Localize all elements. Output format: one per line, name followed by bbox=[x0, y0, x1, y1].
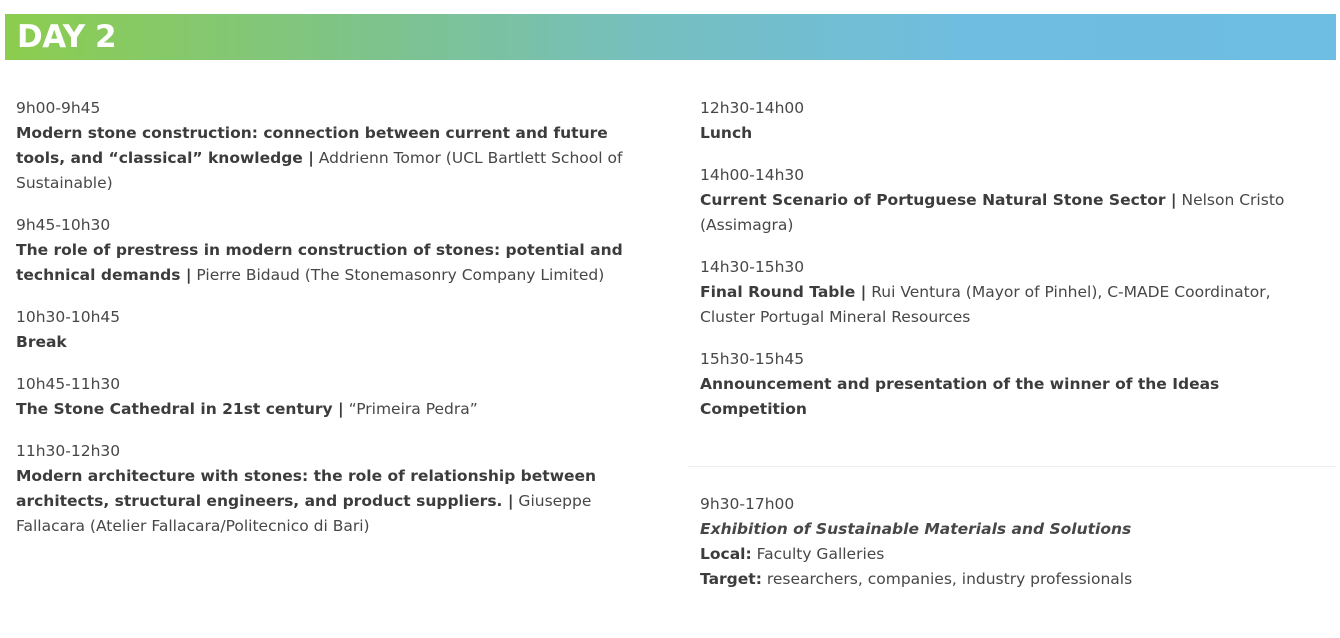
schedule-item bbox=[700, 255, 1330, 330]
session-title: The role of prestress in modern construction of stones: potential and technical demands | bbox=[16, 241, 623, 284]
session-time: 11h30-12h30 bbox=[16, 442, 121, 460]
session-time: 12h30-14h00 bbox=[700, 99, 805, 117]
session-title: Break bbox=[16, 333, 67, 351]
session-title: The Stone Cathedral in 21st century | bbox=[16, 400, 344, 418]
schedule-item bbox=[16, 372, 656, 422]
local-label: Local: bbox=[700, 545, 752, 563]
session-description bbox=[700, 280, 1330, 330]
session-speaker: Nelson Cristo (Assimagra) bbox=[700, 191, 1285, 234]
schedule-item bbox=[16, 439, 656, 539]
session-speaker: Addrienn Tomor (UCL Bartlett School of Sustainable) bbox=[16, 149, 623, 192]
session-description bbox=[16, 464, 656, 539]
local-value: Faculty Galleries bbox=[751, 545, 885, 563]
session-description bbox=[16, 330, 656, 355]
day-banner bbox=[5, 14, 1336, 60]
session-time: 15h30-15h45 bbox=[700, 350, 805, 368]
session-title: Modern stone construction: connection between current and future tools, and “classical” knowledge | bbox=[16, 124, 608, 167]
exhibition-time: 9h30-17h00 bbox=[700, 495, 795, 513]
session-title: Modern architecture with stones: the role of relationship between architects, structural engineers, and product suppliers. | bbox=[16, 467, 597, 510]
session-description bbox=[700, 188, 1330, 238]
session-time: 9h00-9h45 bbox=[16, 99, 101, 117]
session-description bbox=[16, 238, 656, 288]
session-speaker: Rui Ventura (Mayor of Pinhel), C-MADE Coordinator, Cluster Portugal Mineral Resources bbox=[700, 283, 1271, 326]
schedule-item bbox=[700, 347, 1330, 422]
schedule-item bbox=[16, 305, 656, 355]
day-title: DAY 2 bbox=[17, 19, 117, 55]
schedule-item bbox=[16, 213, 656, 288]
exhibition-title: Exhibition of Sustainable Materials and Solutions bbox=[700, 520, 1132, 538]
session-time: 10h30-10h45 bbox=[16, 308, 121, 326]
exhibition-local bbox=[700, 542, 1330, 567]
session-time: 14h00-14h30 bbox=[700, 166, 805, 184]
session-time: 10h45-11h30 bbox=[16, 375, 121, 393]
exhibition-block bbox=[700, 492, 1330, 592]
session-description bbox=[16, 397, 656, 422]
exhibition-target bbox=[700, 567, 1330, 592]
session-time: 14h30-15h30 bbox=[700, 258, 805, 276]
session-title: Current Scenario of Portuguese Natural Stone Sector | bbox=[700, 191, 1177, 209]
session-time: 9h45-10h30 bbox=[16, 216, 111, 234]
target-label: Target: bbox=[700, 570, 762, 588]
session-description bbox=[700, 121, 1330, 146]
schedule-left-column bbox=[16, 96, 656, 556]
section-divider bbox=[688, 466, 1336, 467]
schedule-item bbox=[700, 163, 1330, 238]
session-speaker: “Primeira Pedra” bbox=[343, 400, 478, 418]
session-title: Announcement and presentation of the winner of the Ideas Competition bbox=[700, 375, 1220, 418]
session-speaker: Pierre Bidaud (The Stonemasonry Company Limited) bbox=[191, 266, 605, 284]
session-description bbox=[16, 121, 656, 196]
target-value: researchers, companies, industry professionals bbox=[761, 570, 1133, 588]
session-speaker: Giuseppe Fallacara (Atelier Fallacara/Politecnico di Bari) bbox=[16, 492, 592, 535]
session-title: Final Round Table | bbox=[700, 283, 867, 301]
session-title: Lunch bbox=[700, 124, 753, 142]
schedule-item bbox=[16, 96, 656, 196]
schedule-right-column bbox=[700, 96, 1330, 439]
session-description bbox=[700, 372, 1330, 422]
schedule-item bbox=[700, 96, 1330, 146]
